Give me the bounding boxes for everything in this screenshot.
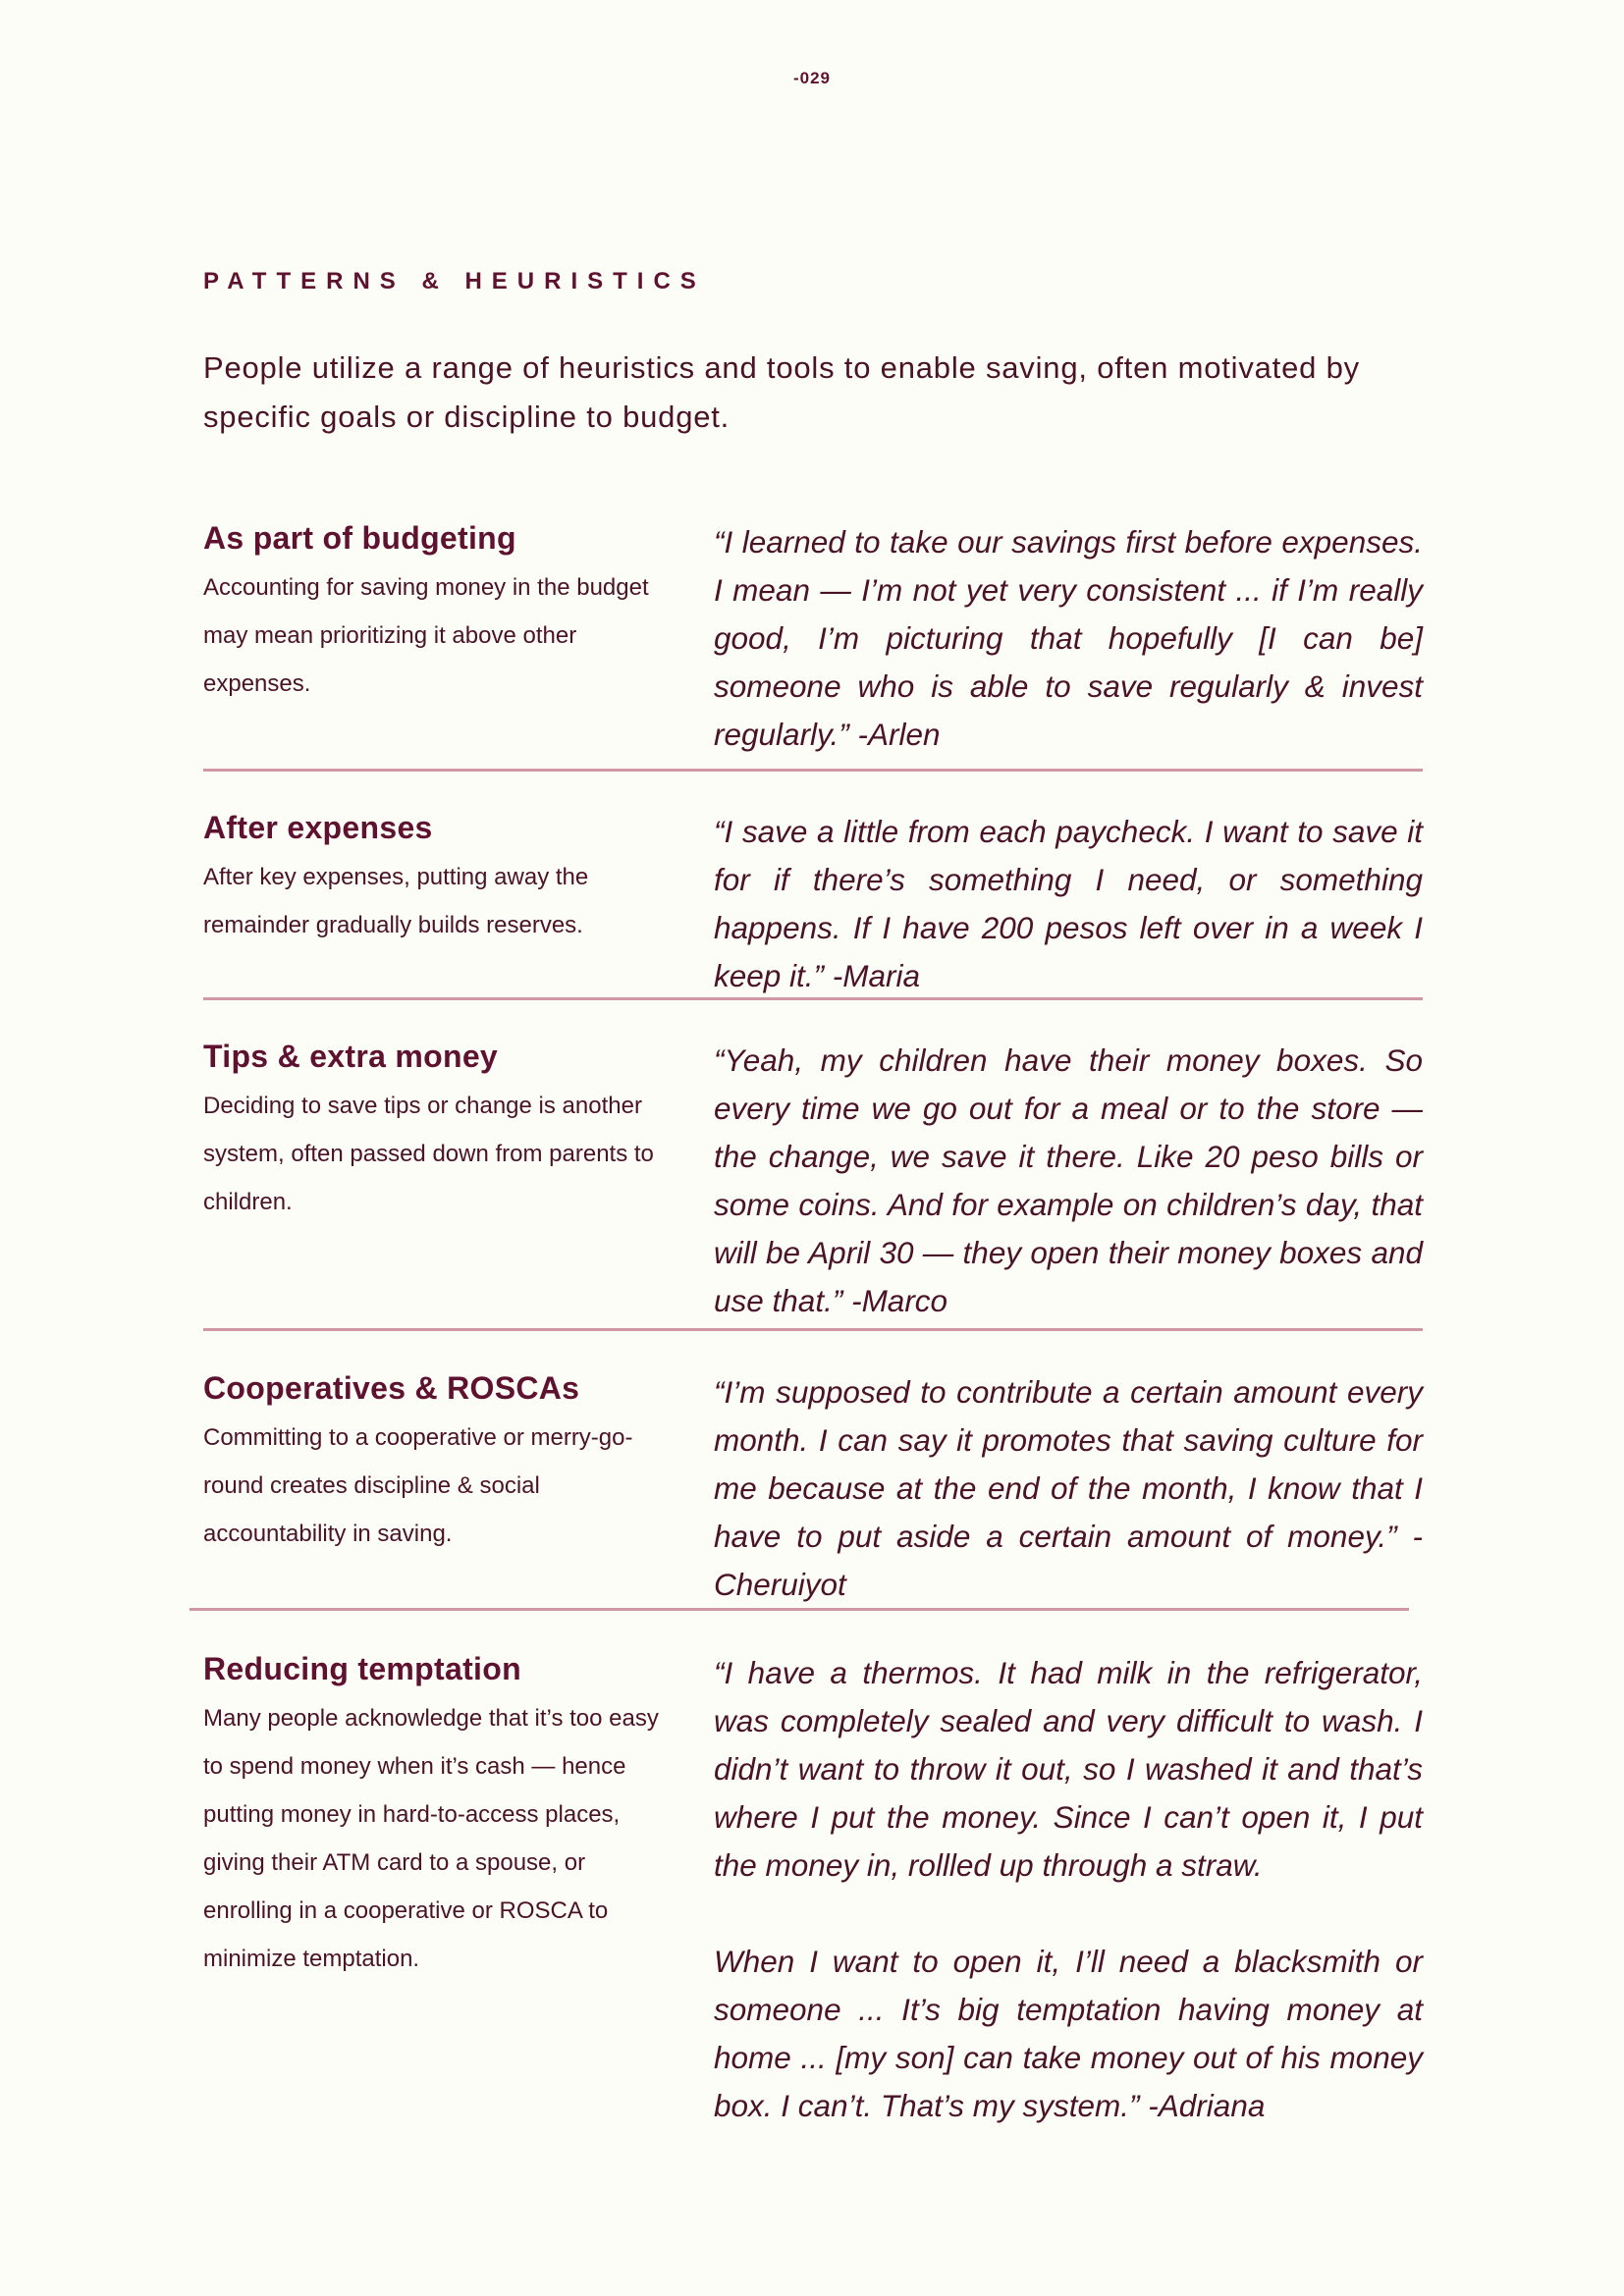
heuristic-summary <box>203 1037 665 1226</box>
quote-part-2: When I want to open it, I’ll need a blacksmith or someone ... It’s big temptation having money at home ... [my son] can take money out of his money box. I can’t. That’s my system.” -Adriana <box>714 1944 1423 2123</box>
interview-quote: “I learned to take our savings first before expenses. I mean — I’m not yet very consistent ... if I’m really good, I’m picturing that hopefully [I can be] someone who is able to save regularly & invest regularly.” -Arlen <box>714 524 1423 752</box>
heuristic-summary <box>203 518 665 708</box>
section-heading: PATTERNS & HEURISTICS <box>203 268 706 294</box>
heuristic-title: After expenses <box>203 810 433 845</box>
heuristic-title: Cooperatives & ROSCAs <box>203 1370 580 1406</box>
page-number: -029 <box>792 69 832 87</box>
heuristic-summary <box>203 1649 665 1983</box>
heuristic-title: Tips & extra money <box>203 1039 499 1074</box>
heuristic-description: Accounting for saving money in the budget may mean prioritizing it above other expenses. <box>203 574 649 697</box>
interview-quote: “I save a little from each paycheck. I want to save it for if there’s something I need, or something happens. If I have 200 pesos left over in a week I keep it.” -Maria <box>714 814 1423 993</box>
heuristic-description: Committing to a cooperative or merry-go-round creates discipline & social accountability in saving. <box>203 1424 633 1547</box>
heuristic-summary <box>203 808 665 949</box>
interview-quote <box>714 1649 1423 2130</box>
heuristic-title: As part of budgeting <box>203 520 516 556</box>
row-divider <box>203 997 1423 1000</box>
heuristic-title: Reducing temptation <box>203 1651 521 1686</box>
heuristic-summary <box>203 1368 665 1558</box>
intro-paragraph: People utilize a range of heuristics and tools to enable saving, often motivated by specific goals or discipline to budget. <box>203 350 1360 434</box>
heuristic-description: Deciding to save tips or change is another system, often passed down from parents to children. <box>203 1093 654 1215</box>
quote-paragraph-gap <box>714 1890 1423 1938</box>
heuristic-description: After key expenses, putting away the remainder gradually builds reserves. <box>203 864 589 938</box>
row-divider <box>203 1328 1423 1331</box>
interview-quote: “I’m supposed to contribute a certain amount every month. I can say it promotes that saving culture for me because at the end of the month, I know that I have to put aside a certain amount of money.” -Cheruiyot <box>714 1374 1423 1602</box>
row-divider <box>203 769 1423 772</box>
quote-part-1: “I have a thermos. It had milk in the refrigerator, was completely sealed and very difficult to wash. I didn’t want to throw it out, so I washed it and that’s where I put the money. Since I can’t open it, I put the money in, rollled up through a straw. <box>714 1655 1423 1883</box>
interview-quote: “Yeah, my children have their money boxes. So every time we go out for a meal or to the store — the change, we save it there. Like 20 peso bills or some coins. And for example on children’s day, that will be April 30 — they open their money boxes and use that.” -Marco <box>714 1042 1423 1318</box>
row-divider <box>189 1608 1409 1611</box>
heuristic-description: Many people acknowledge that it’s too easy to spend money when it’s cash — hence putting money in hard-to-access places, giving their ATM card to a spouse, or enrolling in a cooperative or ROSCA to minimize temptation. <box>203 1705 659 1972</box>
